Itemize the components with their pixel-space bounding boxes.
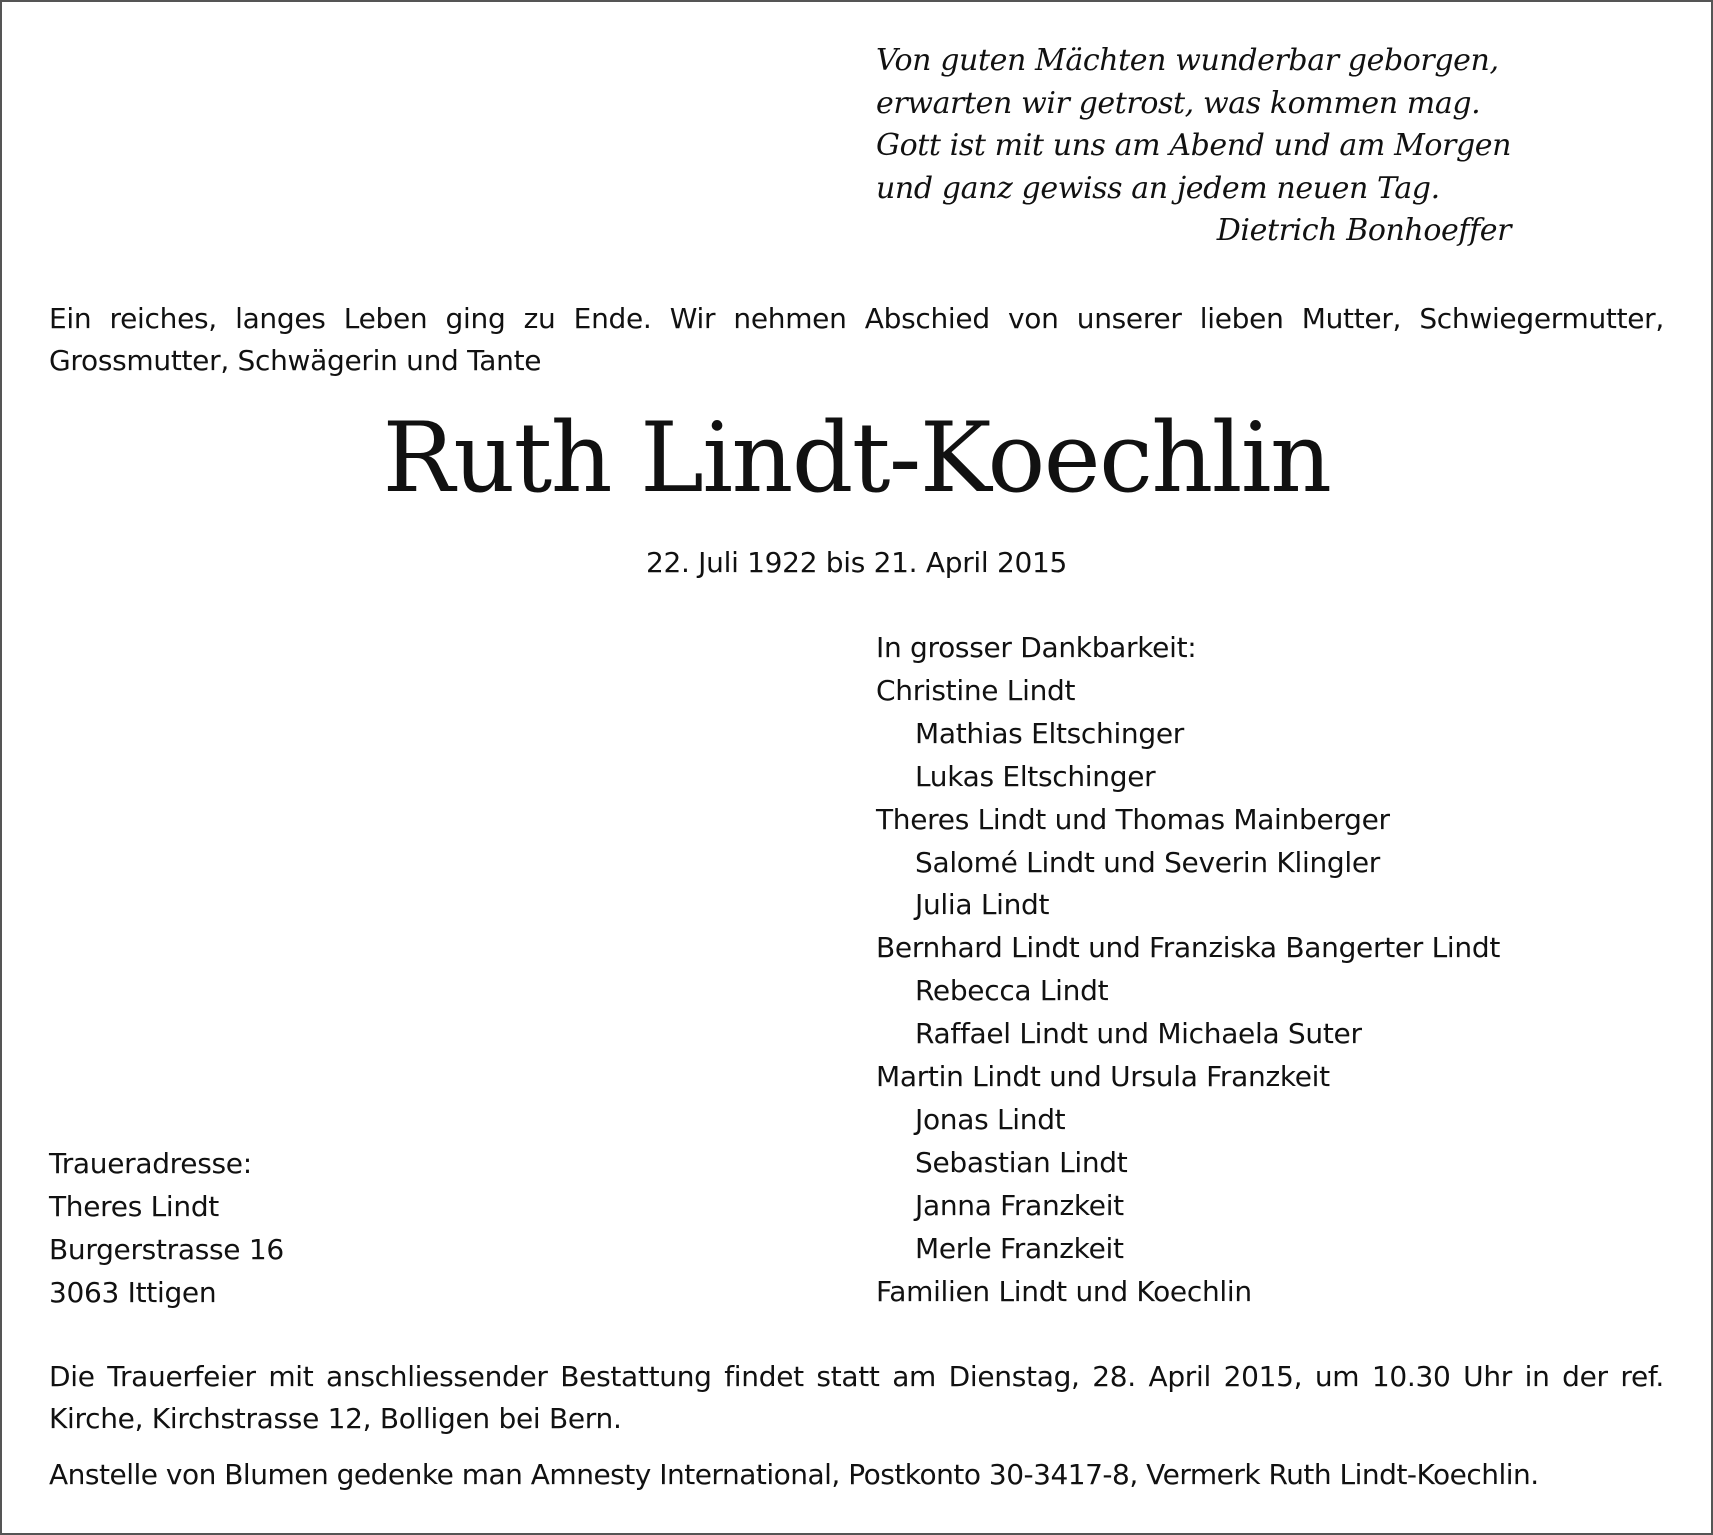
- deceased-name: Ruth Lindt-Koechlin: [382, 402, 1331, 514]
- family-member: Jonas Lindt: [915, 1102, 1066, 1136]
- family-member: Julia Lindt: [915, 888, 1050, 922]
- family-member: Christine Lindt: [876, 673, 1076, 707]
- intro-text: Ein reiches, langes Leben ging zu Ende. Wir nehmen Abschied von unserer lieben Mutter, Schwiegermutter, Grossmutter, Schwägerin und Tante: [49, 302, 1664, 377]
- family-member: Sebastian Lindt: [915, 1145, 1128, 1179]
- service-details: Die Trauerfeier mit anschliessender Bestattung findet statt am Dienstag, 28. April 2015, um 10.30 Uhr in der ref. Kirche, Kirchstrasse 12, Bolligen bei Bern.: [49, 1360, 1664, 1435]
- family-list: [876, 627, 1500, 1314]
- address-name: Theres Lindt: [49, 1189, 219, 1223]
- quote-author: Dietrich Bonhoeffer: [1216, 213, 1512, 248]
- family-member: Mathias Eltschinger: [915, 716, 1184, 750]
- quote-line: Von guten Mächten wunderbar geborgen,: [876, 43, 1499, 78]
- bonhoeffer-quote: [876, 40, 1511, 253]
- family-member: Familien Lindt und Koechlin: [876, 1274, 1252, 1308]
- family-member: Janna Franzkeit: [915, 1188, 1124, 1222]
- family-member: Martin Lindt und Ursula Franzkeit: [876, 1060, 1330, 1094]
- family-member: Lukas Eltschinger: [915, 759, 1156, 793]
- address-street: Burgerstrasse 16: [49, 1232, 284, 1266]
- quote-line: und ganz gewiss an jedem neuen Tag.: [876, 170, 1440, 206]
- donation-note: Anstelle von Blumen gedenke man Amnesty International, Postkonto 30-3417-8, Vermerk Ruth Lindt-Koechlin.: [49, 1458, 1539, 1491]
- family-heading: In grosser Dankbarkeit:: [876, 631, 1197, 664]
- family-member: Rebecca Lindt: [915, 974, 1109, 1008]
- address-city: 3063 Ittigen: [49, 1275, 217, 1309]
- family-member: Merle Franzkeit: [915, 1231, 1124, 1265]
- mourning-address: [49, 1143, 284, 1315]
- quote-line: erwarten wir getrost, was kommen mag.: [876, 85, 1481, 121]
- family-member: Bernhard Lindt und Franziska Bangerter Lindt: [876, 931, 1500, 965]
- address-label: Traueradresse:: [49, 1147, 252, 1180]
- life-dates: 22. Juli 1922 bis 21. April 2015: [645, 546, 1068, 579]
- family-member: Raffael Lindt und Michaela Suter: [915, 1017, 1362, 1051]
- family-member: Salomé Lindt und Severin Klingler: [915, 845, 1380, 879]
- family-member: Theres Lindt und Thomas Mainberger: [876, 802, 1390, 836]
- quote-line: Gott ist mit uns am Abend und am Morgen: [876, 128, 1512, 163]
